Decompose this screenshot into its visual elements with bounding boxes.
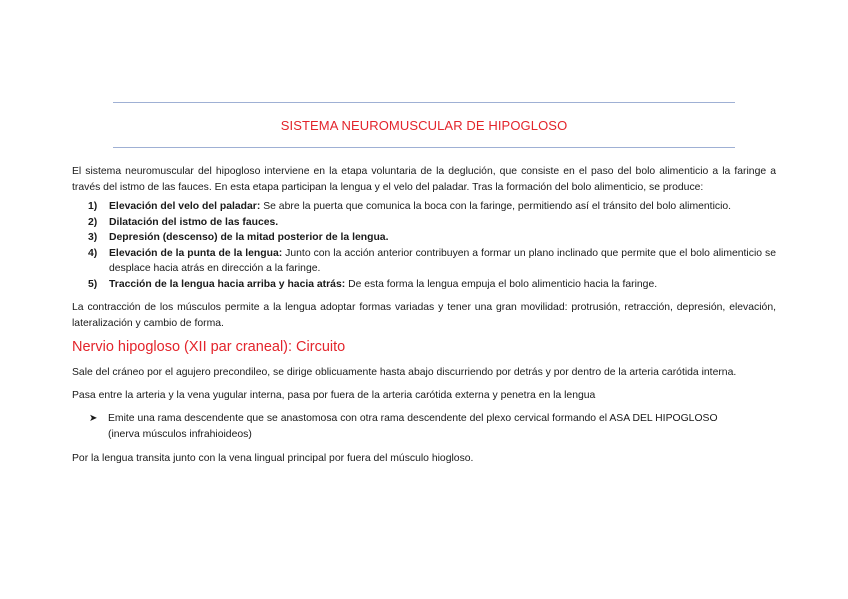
step-item: [88, 230, 776, 246]
step-item: [88, 277, 776, 293]
deglutition-steps-list: [72, 199, 776, 292]
bullet-list: [72, 411, 776, 442]
bullet-item: [89, 411, 776, 442]
step-number: 3): [88, 232, 98, 243]
step-text: Junto con la acción anterior contribuyen a formar un plano inclinado que permite que el bolo alimenticio se desplace hacia atrás en dirección a la faringe.: [109, 247, 776, 274]
title-rule-bottom: [113, 147, 735, 148]
step-number: 5): [88, 278, 98, 290]
document-body: [72, 164, 776, 467]
bullet-subtext: (inerva músculos infrahioideos): [108, 428, 252, 440]
step-item: [88, 215, 776, 231]
document-title: SISTEMA NEUROMUSCULAR DE HIPOGLOSO: [280, 118, 568, 133]
intro-paragraph: El sistema neuromuscular del hipogloso interviene en la etapa voluntaria de la deglución, que consiste en el paso del bolo alimenticio a la faringe a través del istmo de las fauces. En esta etapa participan la lengua y el velo del paladar. Tras la formación del bolo alimenticio, se produce:: [72, 166, 776, 193]
contraction-paragraph: La contracción de los músculos permite a la lengua adoptar formas variadas y tener una gran movilidad: protrusión, retracción, depresión, elevación, lateralización y cambio de forma.: [72, 302, 776, 329]
step-heading: Elevación del velo del paladar:: [109, 201, 261, 212]
step-item: [88, 246, 776, 277]
step-item: [88, 199, 776, 215]
pasa-paragraph: Pasa entre la arteria y la vena yugular interna, pasa por fuera de la arteria carótida externa y penetra en la lengua: [72, 389, 596, 401]
step-heading: Tracción de la lengua hacia arriba y hacia atrás:: [109, 278, 346, 290]
bullet-text: Emite una rama descendente que se anastomosa con otra rama descendente del plexo cervical formando el ASA DEL HIPOGLOSO: [108, 413, 718, 424]
lengua-paragraph: Por la lengua transita junto con la vena lingual principal por fuera del músculo hiogloso.: [72, 453, 474, 464]
step-number: 1): [88, 201, 98, 212]
step-heading: Dilatación del istmo de las fauces.: [109, 216, 279, 228]
step-text: Se abre la puerta que comunica la boca con la faringe, permitiendo así el tránsito del bolo alimenticio.: [260, 201, 732, 212]
arrow-bullet-icon: ➤: [89, 413, 98, 424]
step-number: 4): [88, 247, 98, 259]
sale-paragraph: Sale del cráneo por el agujero precondileo, se dirige oblicuamente hasta abajo discurriendo por detrás y por dentro de la arteria carótida interna.: [72, 367, 737, 378]
step-heading: Elevación de la punta de la lengua:: [109, 247, 283, 259]
step-text: De esta forma la lengua empuja el bolo alimenticio hacia la faringe.: [345, 278, 658, 290]
step-number: 2): [88, 216, 98, 228]
section-heading: Nervio hipogloso (XII par craneal): Circuito: [72, 339, 346, 355]
title-rule-top: [113, 102, 735, 103]
step-heading: Depresión (descenso) de la mitad posterior de la lengua.: [109, 232, 389, 243]
